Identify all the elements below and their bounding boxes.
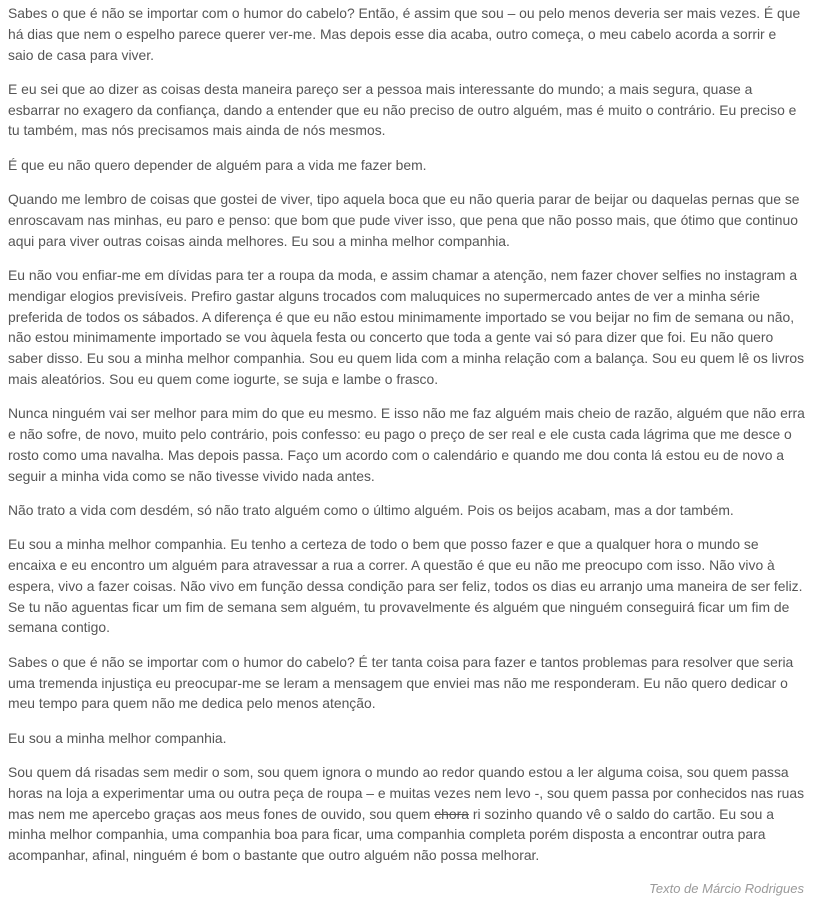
paragraph-11: [8, 762, 805, 866]
paragraph-4: Quando me lembro de coisas que gostei de viver, tipo aquela boca que eu não queria parar de beijar ou daquelas pernas que se enroscavam nas minhas, eu paro e penso: que bom que pude viver isso, que pena que não posso mais, que ótimo que continuo aqui para viver outras coisas ainda melhores. Eu sou a minha melhor companhia.: [8, 191, 800, 249]
paragraph-10: Eu sou a minha melhor companhia.: [8, 729, 227, 746]
paragraph-11-part-1: Sou quem dá risadas sem medir o som, sou quem ignora o mundo ao redor quando estou a ler alguma coisa, sou quem passa horas na loja a experimentar uma ou outra peça de roupa – e muitas vezes nem levo -, sou quem passa por conhecidos nas ruas mas nem me apercebo graças aos meus fones de ouvido, sou quem: [8, 763, 805, 822]
paragraph-9: Sabes o que é não se importar com o humor do cabelo? É ter tanta coisa para fazer e tantos problemas para resolver que seria uma tremenda injustiça eu preocupar-me se leram a mensagem que enviei mas não me responderam. Eu não quero dedicar o meu tempo para quem não me dedica pelo menos atenção.: [8, 653, 794, 712]
paragraph-5: Eu não vou enfiar-me em dívidas para ter a roupa da moda, e assim chamar a atenção, nem fazer chover selfies no instagram a mendigar elogios previsíveis. Prefiro gastar alguns trocados com maluquices no supermercado antes de ver a minha série preferida de todos os sábados. A diferença é que eu não estou minimamente importado se vou beijar no fim de semana ou não, não estou minimamente importado se vou àquela festa ou concerto que toda a gente vai só para dizer que foi. Eu não quero saber disso. Eu sou a minha melhor companhia. Sou eu quem lida com a minha relação com a balança. Sou eu quem lê os livros mais aleatórios. Sou eu quem come iogurte, se suja e lambe o frasco.: [8, 266, 805, 387]
paragraph-2: E eu sei que ao dizer as coisas desta maneira pareço ser a pessoa mais interessante do mundo; a mais segura, quase a esbarrar no exagero da confiança, dando a entender que eu não preciso de outro alguém, mas é muito o contrário. Eu preciso e tu também, mas nós precisamos mais ainda de nós mesmos.: [8, 80, 797, 139]
struck-word: chora: [434, 805, 469, 822]
author-credit: Texto de Márcio Rodrigues: [649, 881, 804, 897]
paragraph-6: Nunca ninguém vai ser melhor para mim do que eu mesmo. E isso não me faz alguém mais cheio de razão, alguém que não erra e não sofre, de novo, muito pelo contrário, pois confesso: eu pago o preço de ser real e ele custa cada lágrima que me desce o rosto como uma navalha. Mas depois passa. Faço um acordo com o calendário e quando me dou conta lá estou eu de novo a seguir a minha vida como se não tivesse vivido nada antes.: [8, 405, 805, 484]
paragraph-3: É que eu não quero depender de alguém para a vida me fazer bem.: [8, 156, 427, 173]
paragraph-7: Não trato a vida com desdém, só não trato alguém como o último alguém. Pois os beijos acabam, mas a dor também.: [8, 501, 734, 518]
paragraph-11-part-2: ri sozinho quando vê o saldo do cartão. Eu sou a minha melhor companhia, uma companhia boa para ficar, uma companhia completa porém disposta a encontrar outra para acompanhar, afinal, ninguém é bom o bastante que outro alguém não possa melhorar.: [8, 805, 774, 864]
paragraph-1: Sabes o que é não se importar com o humor do cabelo? Então, é assim que sou – ou pelo menos deveria ser mais vezes. É que há dias que nem o espelho parece querer ver-me. Mas depois esse dia acaba, outro começa, o meu cabelo acorda a sorrir e saio de casa para viver.: [8, 5, 801, 63]
paragraph-8: Eu sou a minha melhor companhia. Eu tenho a certeza de todo o bem que posso fazer e que a qualquer hora o mundo se encaixa e eu encontro um alguém para atravessar a rua a correr. A questão é que eu não me preocupo com isso. Não vivo à espera, vivo a fazer coisas. Não vivo em função dessa condição para ser feliz, todos os dias eu arranjo uma maneira de ser feliz. Se tu não aguentas ficar um fim de semana sem alguém, tu provavelmente és alguém que ninguém conseguirá ficar um fim de semana contigo.: [8, 536, 803, 636]
